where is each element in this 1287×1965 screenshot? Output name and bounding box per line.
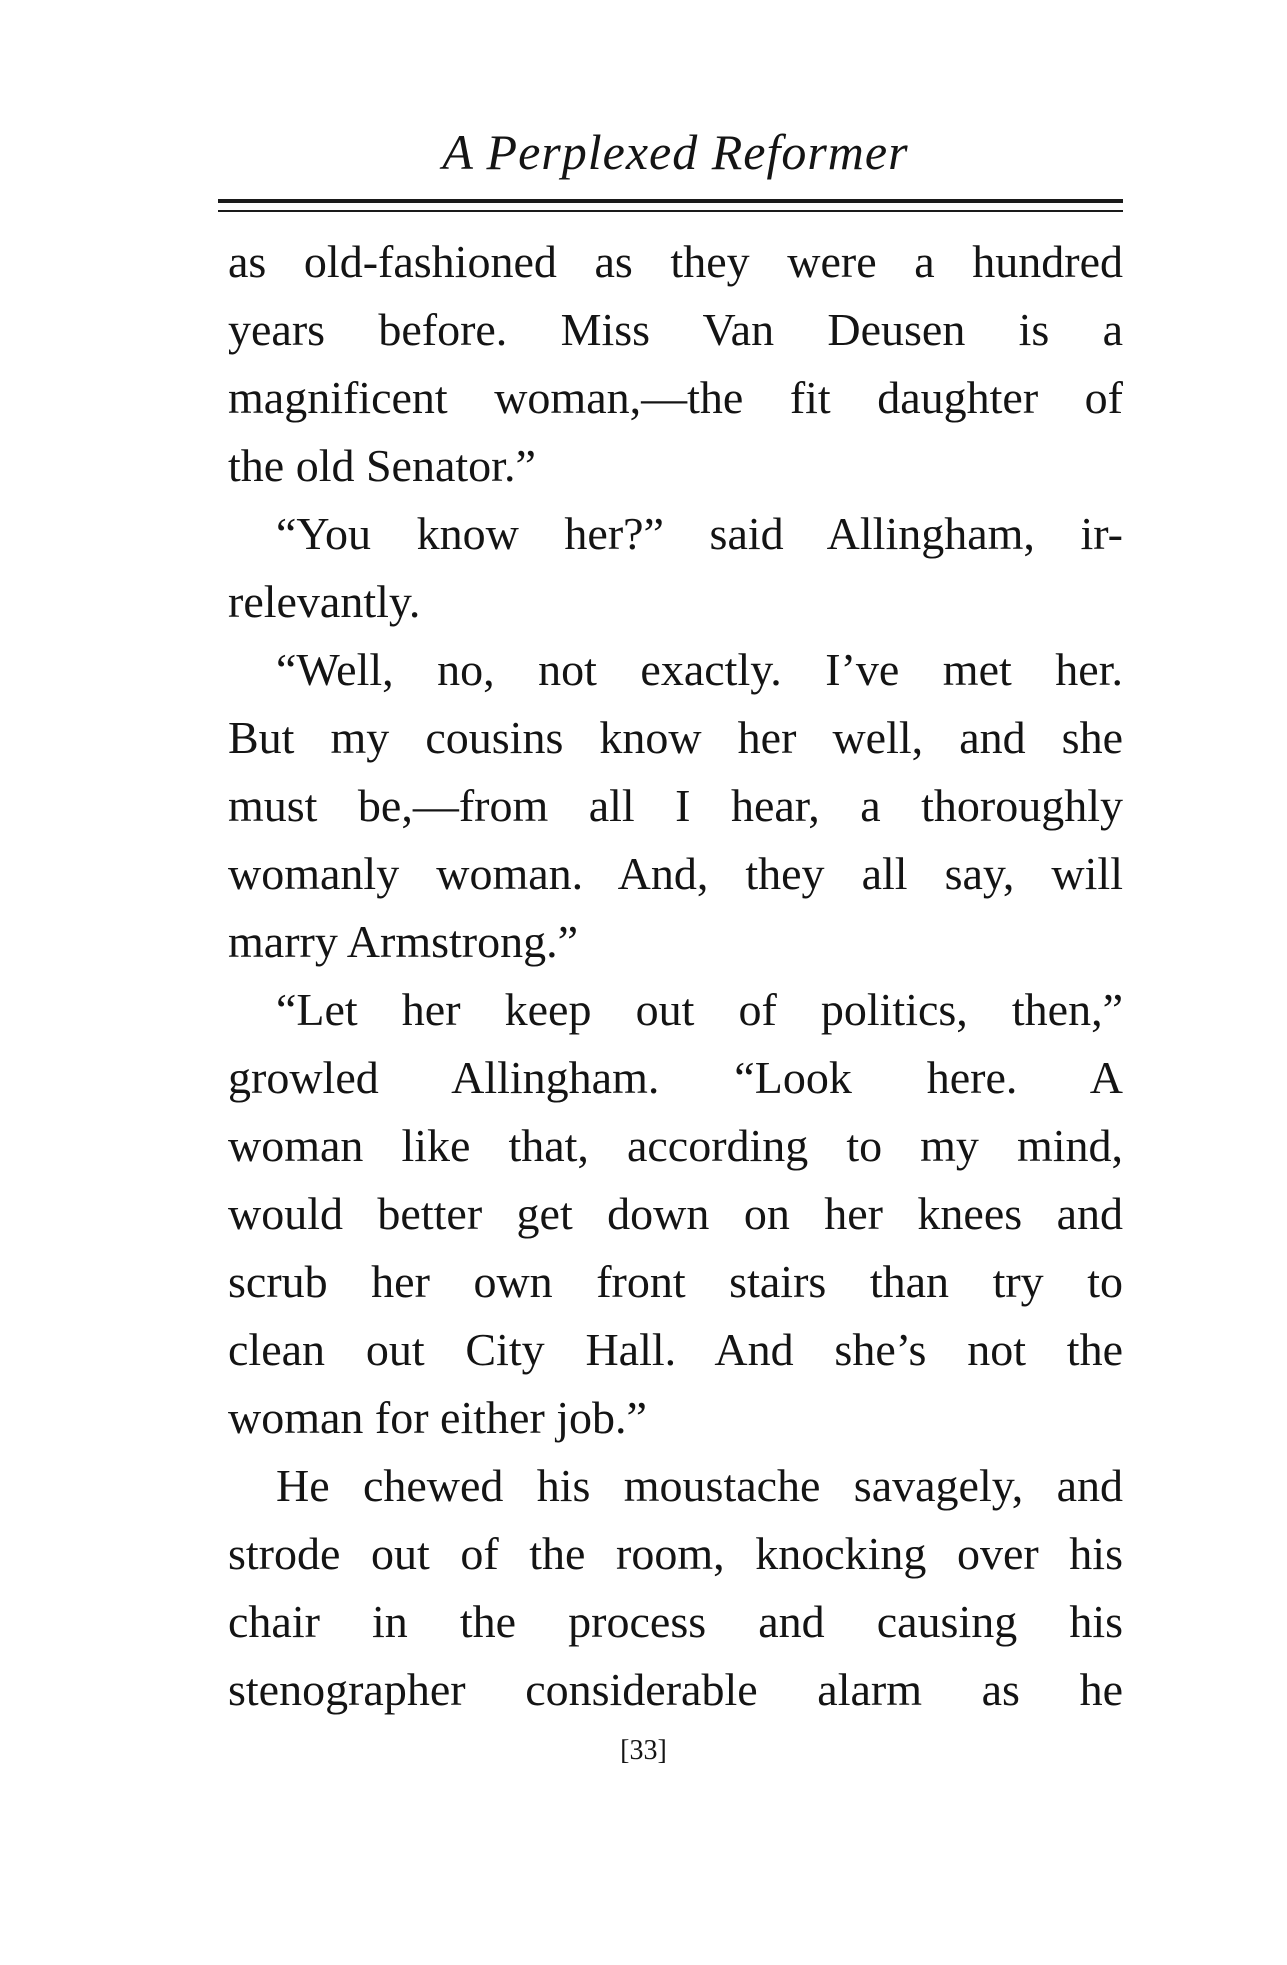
page-body-text xyxy=(228,228,1123,1724)
text-line: strode out of the room, knocking over his xyxy=(228,1528,1123,1579)
text-line: “You know her?” said Allingham, ir- xyxy=(276,508,1123,559)
text-line: scrub her own front stairs than try to xyxy=(228,1256,1123,1307)
text-line: woman like that, according to my mind, xyxy=(228,1120,1123,1171)
text-line: “Well, no, not exactly. I’ve met her. xyxy=(276,644,1123,695)
text-line: woman for either job.” xyxy=(228,1392,647,1443)
header-rule-thin xyxy=(218,210,1123,212)
text-line: womanly woman. And, they all say, will xyxy=(228,848,1123,899)
text-line: marry Armstrong.” xyxy=(228,916,579,967)
text-line: years before. Miss Van Deusen is a xyxy=(228,304,1123,355)
text-line: clean out City Hall. And she’s not the xyxy=(228,1324,1123,1375)
text-line: growled Allingham. “Look here. A xyxy=(228,1052,1123,1103)
text-line: magnificent woman,—the fit daughter of xyxy=(228,372,1123,423)
text-line: “Let her keep out of politics, then,” xyxy=(276,984,1123,1035)
text-line: But my cousins know her well, and she xyxy=(228,712,1123,763)
running-head-title: A Perplexed Reformer xyxy=(442,124,909,180)
text-line: He chewed his moustache savagely, and xyxy=(276,1460,1123,1511)
text-line: relevantly. xyxy=(228,576,421,627)
text-line: must be,—from all I hear, a thoroughly xyxy=(228,780,1123,831)
text-line: would better get down on her knees and xyxy=(228,1188,1123,1239)
text-line: as old-fashioned as they were a hundred xyxy=(228,236,1123,287)
text-line: stenographer considerable alarm as he xyxy=(228,1664,1123,1715)
text-line: the old Senator.” xyxy=(228,440,536,491)
page-number: [33] xyxy=(620,1735,667,1766)
text-line: chair in the process and causing his xyxy=(228,1596,1123,1647)
header-rule-thick xyxy=(218,199,1123,203)
